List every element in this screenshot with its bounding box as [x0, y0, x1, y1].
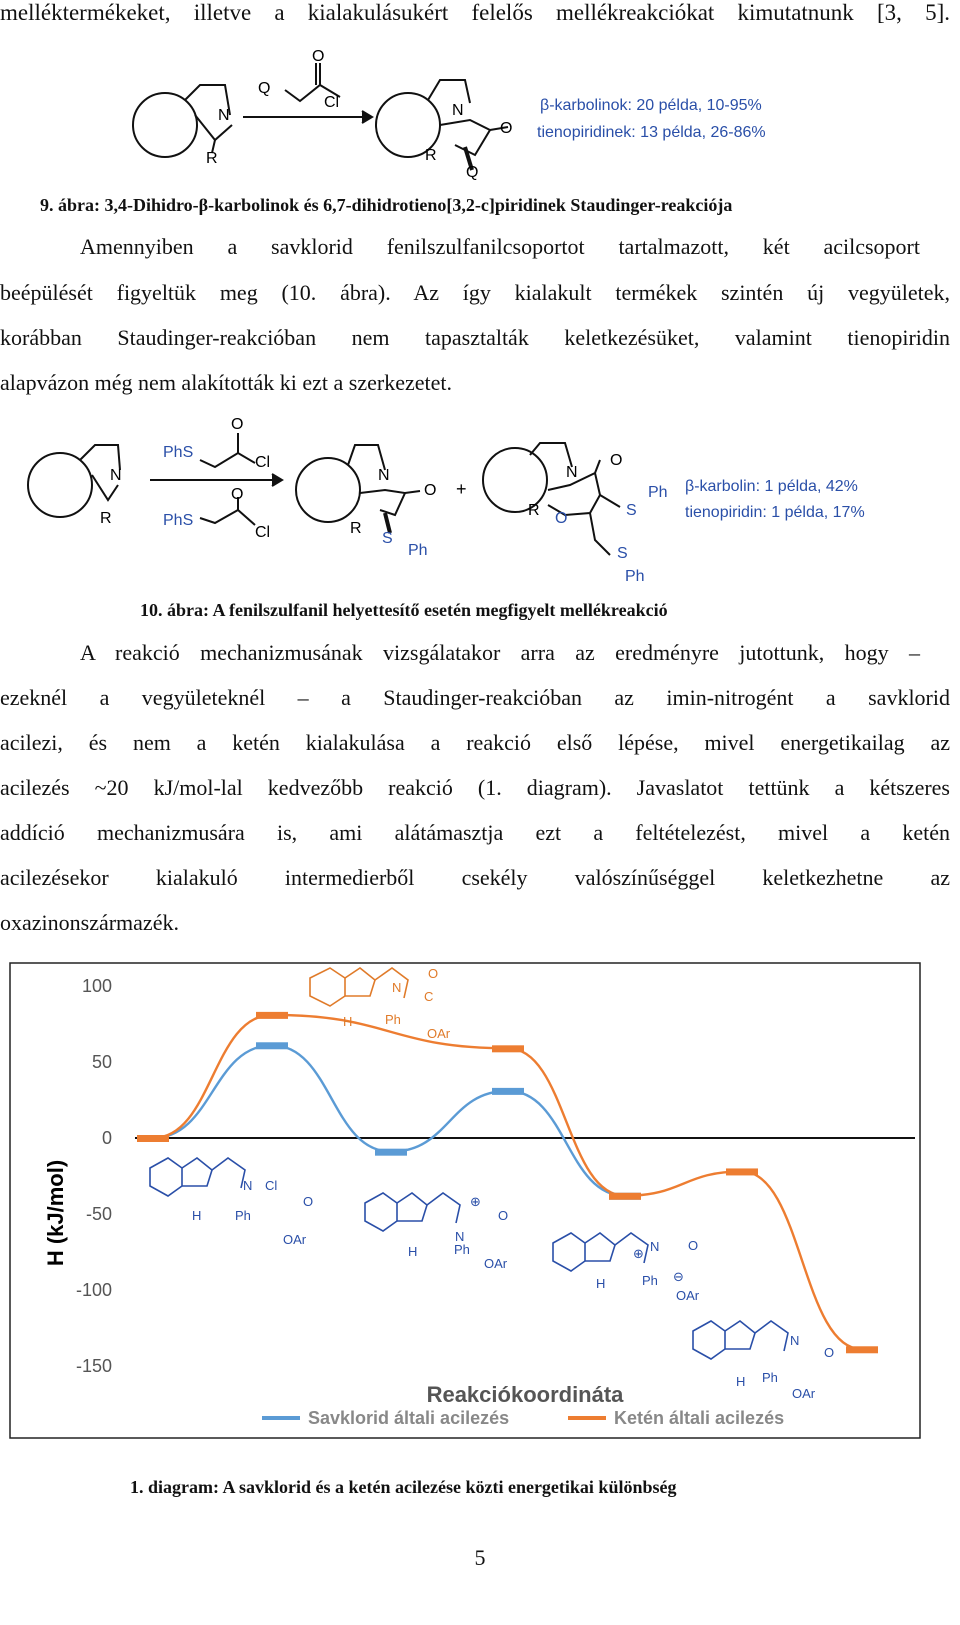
diag-orange-ph: Ph	[385, 1012, 401, 1027]
s10-p1-n: N	[378, 467, 390, 484]
s10-plus: +	[456, 479, 467, 499]
diag-s2-h: H	[408, 1244, 418, 1259]
diag-s1-n: N	[243, 1178, 253, 1193]
y-tick-label: -150	[75, 1356, 112, 1376]
diag-s3-ph: Ph	[642, 1273, 658, 1288]
para2-line-1: A reakció mechanizmusának vizsgálatakor arra az eredményre jutottunk, hogy –	[80, 640, 920, 665]
savklorid-curve	[153, 1045, 625, 1195]
s10-sm-n: N	[110, 467, 122, 484]
s10-p2-s1: S	[626, 502, 637, 519]
diag-s1-o: O	[303, 1194, 314, 1209]
savklorid-level-mark	[256, 1042, 288, 1049]
diag-s1-cl: Cl	[265, 1178, 278, 1193]
diag-s1-ph: Ph	[235, 1208, 251, 1223]
scheme-10-figure	[0, 415, 960, 590]
keten-level-mark	[137, 1135, 169, 1142]
s10-p2-o-ring: O	[555, 510, 568, 527]
y-tick-label: -50	[85, 1204, 112, 1224]
s10-p2-o-top: O	[610, 452, 623, 469]
s9-p-o: O	[500, 120, 513, 137]
s10-reagent-o-2: O	[231, 486, 244, 503]
s9-result-2: tienopiridinek: 13 példa, 26-86%	[537, 124, 766, 141]
s9-p-q: Q	[466, 164, 479, 181]
s10-p1-r: R	[350, 520, 362, 537]
diag-s4-n: N	[790, 1333, 800, 1348]
diag-s4-o: O	[824, 1345, 835, 1360]
diag-s3-o: O	[688, 1238, 699, 1253]
diag-orange-oar: OAr	[427, 1026, 451, 1041]
para2-line-4: acilezés ~20 kJ/mol-lal kedvezőbb reakció (1. diagram). Javaslatot tettünk a kétszeres	[0, 775, 950, 800]
s9-sm-r: R	[206, 150, 218, 167]
diag-s1-h: H	[192, 1208, 202, 1223]
s10-reagent-phs-1: PhS	[163, 444, 194, 461]
keten-level-mark	[256, 1012, 288, 1019]
s10-result-2: tienopiridin: 1 példa, 17%	[685, 504, 865, 521]
s10-p1-o: O	[424, 482, 437, 499]
y-tick-label: 50	[91, 1052, 112, 1072]
s10-reagent-cl-2: Cl	[255, 524, 271, 541]
s9-sm-n: N	[218, 107, 230, 124]
diag-s3-plus: ⊕	[633, 1246, 644, 1261]
diag-s1-oar: OAr	[283, 1232, 307, 1247]
para2-line-5: addíció mechanizmusára is, ami alátámasztja ezt a feltételezést, mivel a ketén	[0, 820, 950, 845]
para1-line-3: korábban Staudinger-reakcióban nem tapasztalták keletkezésüket, valamint tienopiridin	[0, 325, 950, 350]
para2-line-2: ezeknél a vegyületeknél – a Staudinger-reakcióban az imin-nitrogént a savklorid	[0, 685, 950, 710]
diag-s4-ph: Ph	[762, 1370, 778, 1385]
savklorid-level-mark	[375, 1149, 407, 1156]
diag-orange-c: C	[424, 989, 434, 1004]
keten-level-mark	[609, 1193, 641, 1200]
s10-sm-r: R	[100, 510, 112, 527]
para2-line-3: acilezi, és nem a ketén kialakulása a reakció első lépése, mivel energetikailag az	[0, 730, 950, 755]
s9-reagent-o: O	[312, 48, 325, 65]
s10-reagent-cl-1: Cl	[255, 454, 271, 471]
para2-line-7: oxazinonszármazék.	[0, 910, 179, 935]
diag-s4-h: H	[736, 1374, 746, 1389]
keten-curve	[153, 1015, 862, 1349]
diag-s3-n: N	[650, 1239, 660, 1254]
diag-s2-ph: Ph	[454, 1242, 470, 1257]
y-axis-label: H (kJ/mol)	[43, 1159, 68, 1267]
para1-line-2: beépülését figyeltük meg (10. ábra). Az így kialakult termékek szintén új vegyületek,	[0, 280, 950, 305]
s10-p2-r: R	[528, 502, 540, 519]
diag-s3-h: H	[596, 1276, 606, 1291]
diag-s2-oar: OAr	[484, 1256, 508, 1271]
para1-line-4: alapvázon még nem alakították ki ezt a szerkezetet.	[0, 370, 452, 395]
s9-reagent-q: Q	[258, 80, 271, 97]
para1-line-1: Amennyiben a savklorid fenilszulfanilcsoportot tartalmazott, két acilcsoport	[80, 234, 920, 259]
s10-p2-ph1: Ph	[648, 484, 668, 501]
para2-line-6: acilezésekor kialakuló intermedierből csekély valószínűséggel keletkezhetne az	[0, 865, 950, 890]
s10-p2-n: N	[566, 464, 578, 481]
legend-blue: Savklorid általi acilezés	[308, 1408, 510, 1428]
keten-level-mark	[726, 1168, 758, 1175]
scheme-9-caption: 9. ábra: 3,4-Dihidro-β-karbolinok és 6,7-dihidrotieno[3,2-c]piridinek Staudinger-reakciója	[40, 195, 733, 215]
text-line-1: melléktermékeket, illetve a kialakulásukért felelős mellékreakciókat kimutatnunk [3, 5].	[0, 0, 950, 25]
diag-s2-n: N	[455, 1229, 465, 1244]
keten-level-mark	[492, 1045, 524, 1052]
legend-orange: Ketén általi acilezés	[614, 1408, 785, 1428]
page-number: 5	[474, 1545, 486, 1570]
s9-reagent-cl: Cl	[324, 94, 340, 111]
diag-s4-oar: OAr	[792, 1386, 816, 1401]
diag-orange-o: O	[428, 966, 439, 981]
diag-s2-o: O	[498, 1208, 509, 1223]
diag-orange-h: H	[343, 1014, 353, 1029]
scheme-10-caption: 10. ábra: A fenilszulfanil helyettesítő esetén megfigyelt mellékreakció	[140, 600, 668, 620]
y-tick-label: -100	[75, 1280, 112, 1300]
diag-orange-n: N	[392, 980, 402, 995]
diag-s3-oar: OAr	[676, 1288, 700, 1303]
keten-level-mark	[846, 1346, 878, 1353]
energy-diagram	[0, 958, 960, 1448]
s10-result-1: β-karbolin: 1 példa, 42%	[685, 478, 858, 495]
y-tick-label: 0	[101, 1128, 112, 1148]
s10-reagent-o-1: O	[231, 416, 244, 433]
s10-p2-ph2: Ph	[625, 568, 645, 585]
s10-p1-s: S	[382, 530, 393, 547]
diag-s2-plus: ⊕	[470, 1194, 481, 1209]
diagram-caption: 1. diagram: A savklorid és a ketén acilezése közti energetikai különbség	[130, 1477, 677, 1497]
diag-s3-minus: ⊖	[673, 1269, 684, 1284]
x-axis-label: Reakciókoordináta	[426, 1382, 624, 1407]
s9-p-r: R	[425, 147, 437, 164]
s10-reagent-phs-2: PhS	[163, 512, 194, 529]
s9-result-1: β-karbolinok: 20 példa, 10-95%	[540, 97, 762, 114]
s10-p2-s2: S	[617, 545, 628, 562]
y-tick-label: 100	[81, 976, 112, 996]
s9-p-n: N	[452, 102, 464, 119]
s10-p1-ph: Ph	[408, 542, 428, 559]
savklorid-level-mark	[492, 1088, 524, 1095]
